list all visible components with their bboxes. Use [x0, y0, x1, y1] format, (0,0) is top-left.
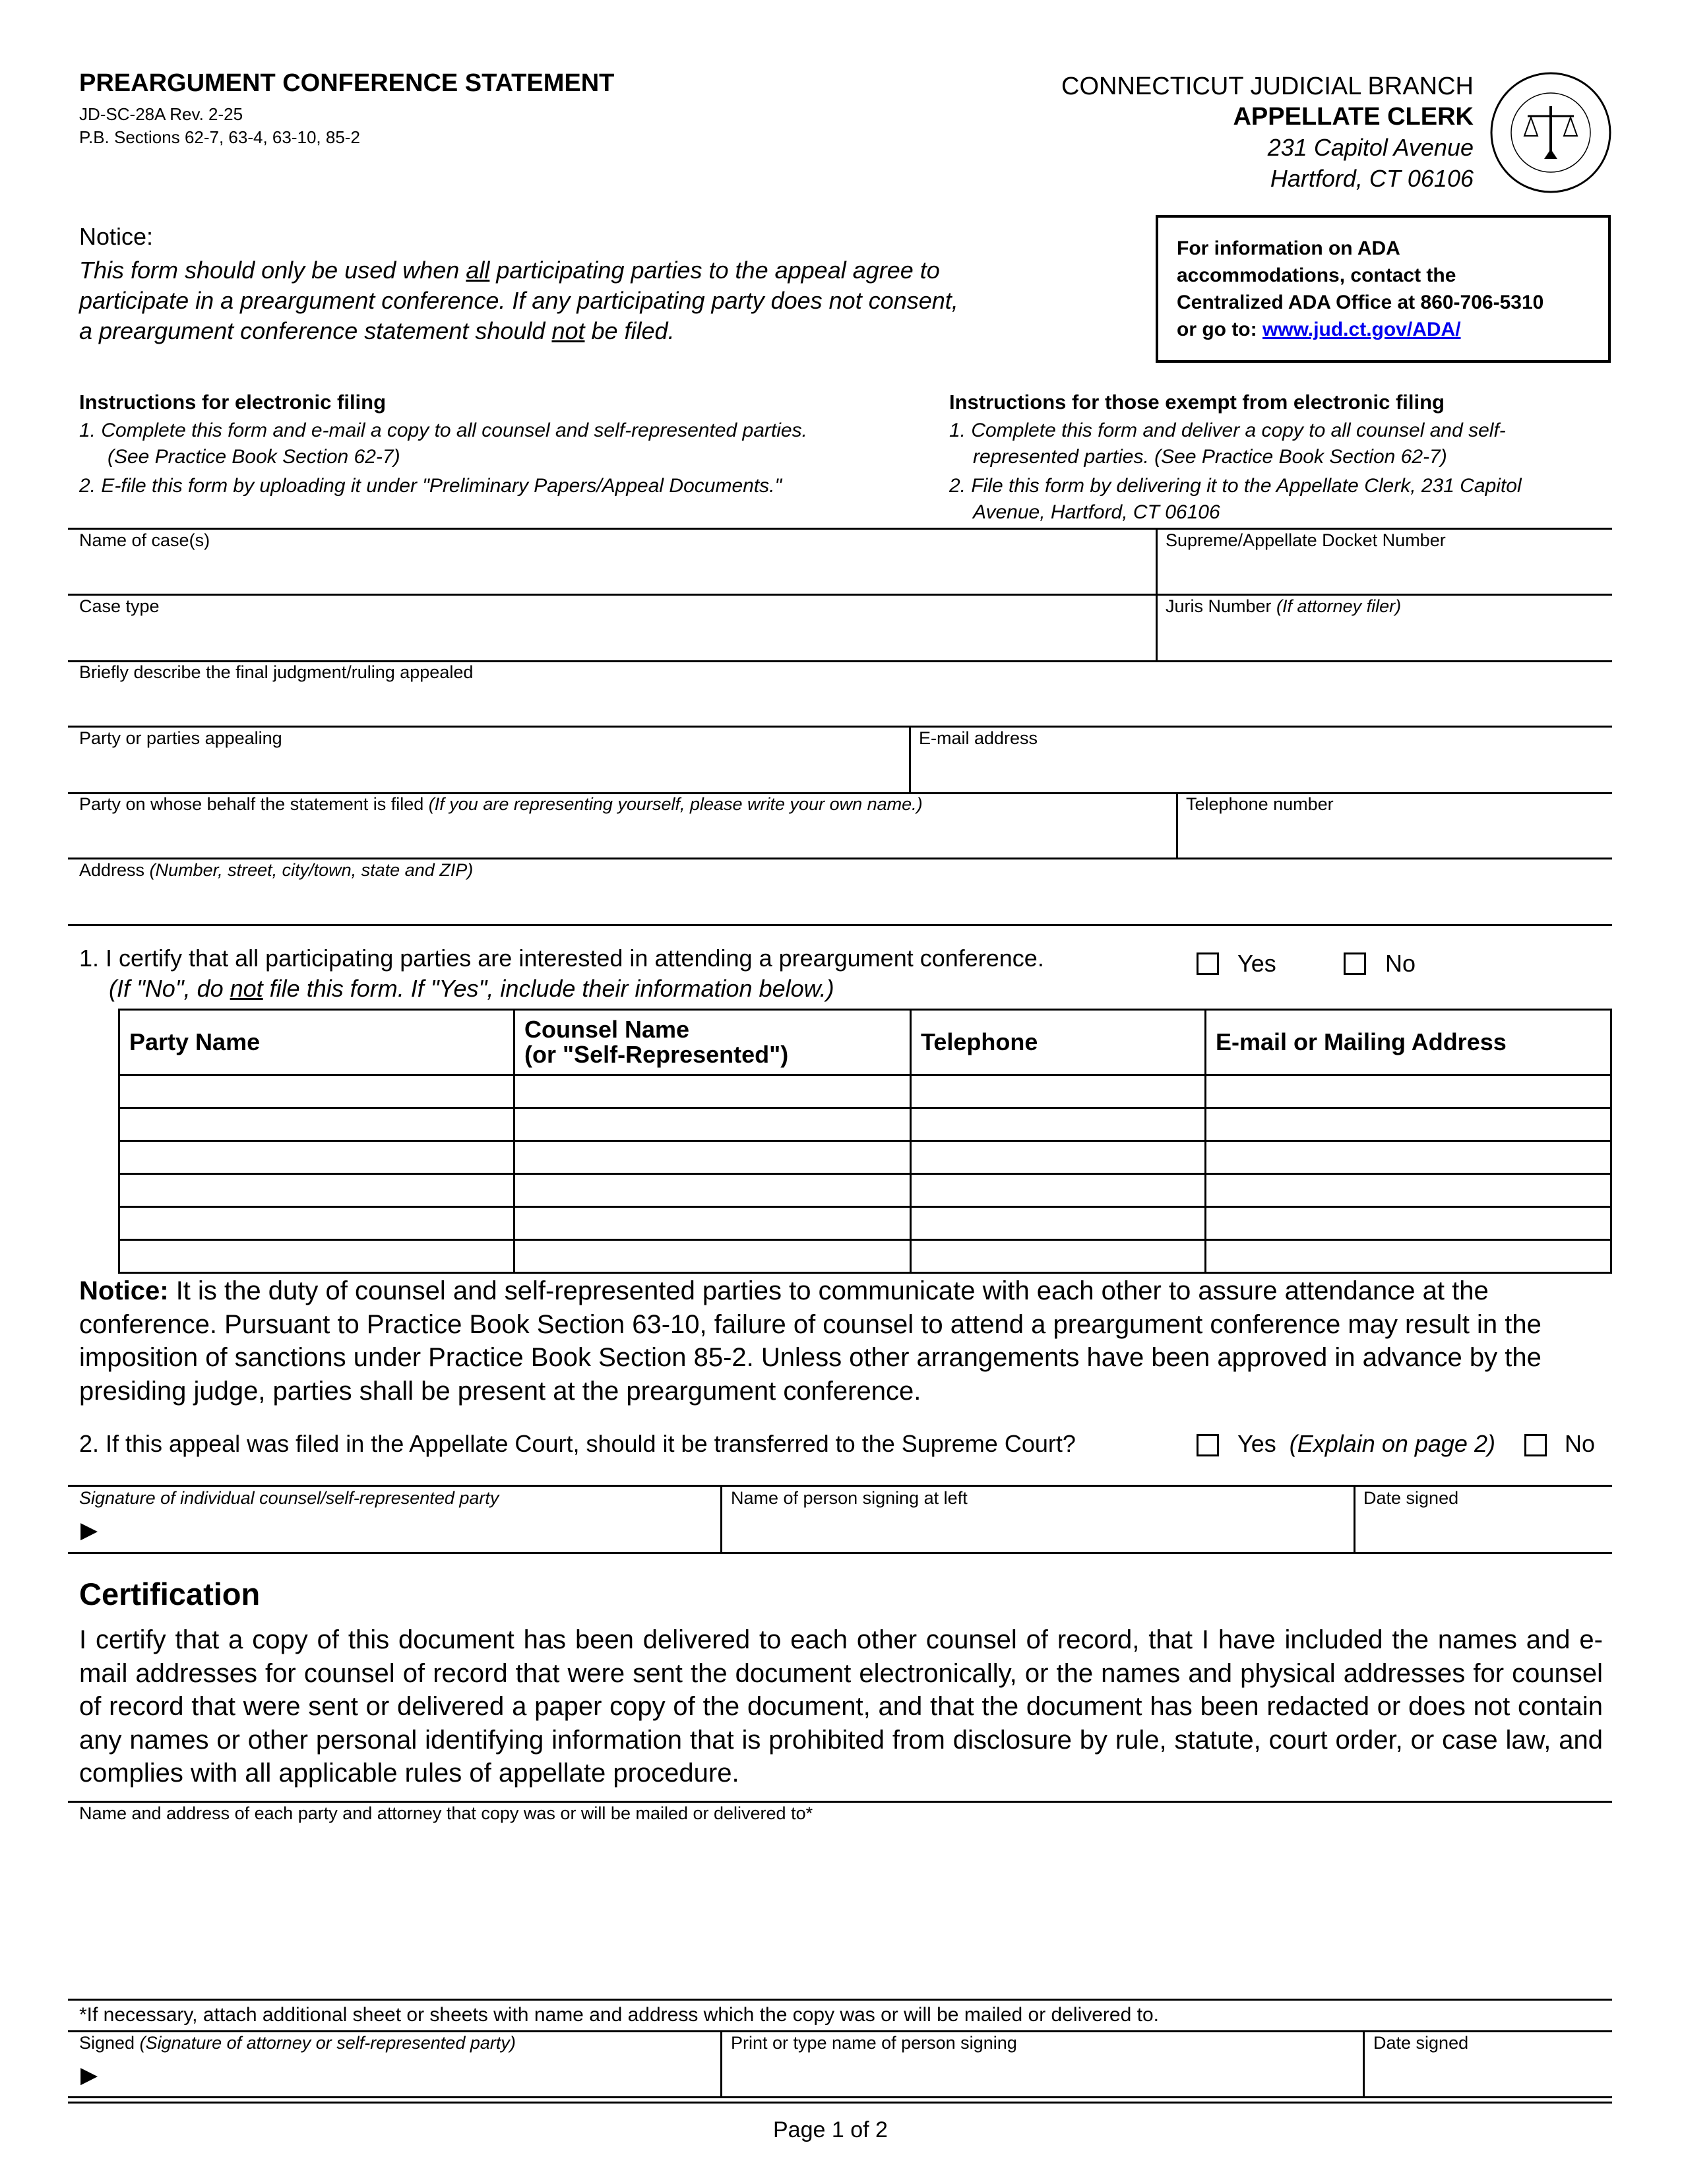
case-name-field[interactable]: Name of case(s) — [79, 530, 210, 550]
attorney-signature-field[interactable]: Signed (Signature of attorney or self-represented party) — [79, 2033, 516, 2053]
efile-step-1-ref: (See Practice Book Section 62-7) — [108, 446, 400, 468]
judgment-field[interactable]: Briefly describe the final judgment/ruling appealed — [79, 662, 474, 682]
divider — [1176, 792, 1178, 858]
signer-name-field[interactable]: Name of person signing at left — [731, 1488, 968, 1508]
office-address-2: Hartford, CT 06106 — [1270, 165, 1474, 192]
table-row — [119, 1207, 1611, 1240]
q1-no-checkbox[interactable] — [1344, 952, 1366, 975]
exempt-title: Instructions for those exempt from electronic filing — [949, 390, 1445, 414]
docket-number-field[interactable]: Supreme/Appellate Docket Number — [1166, 530, 1446, 550]
divider — [68, 2102, 1612, 2104]
header-telephone: Telephone — [911, 1010, 1206, 1075]
parties-table — [118, 1009, 1612, 1274]
case-type-field[interactable]: Case type — [79, 596, 160, 616]
divider — [68, 1999, 1612, 2001]
behalf-party-field[interactable]: Party on whose behalf the statement is filed (If you are representing yourself, please write your own name.) — [79, 794, 923, 814]
ada-link[interactable]: www.jud.ct.gov/ADA/ — [1262, 319, 1461, 340]
header-party-name: Party Name — [119, 1010, 514, 1075]
question-2: 2. If this appeal was filed in the Appellate Court, should it be transferred to the Supreme Court? — [79, 1430, 1076, 1457]
page-number: Page 1 of 2 — [773, 2117, 888, 2142]
form-title: PREARGUMENT CONFERENCE STATEMENT — [79, 69, 615, 97]
question-1: 1. I certify that all participating parties are interested in attending a preargument conference. — [79, 945, 1044, 972]
office-name: APPELLATE CLERK — [1233, 103, 1474, 131]
exempt-step-1: 1. Complete this form and deliver a copy to all counsel and self- — [949, 420, 1506, 441]
divider — [68, 1552, 1612, 1554]
address-cell[interactable] — [1206, 1240, 1611, 1273]
signature-arrow-icon: ▶ — [80, 2063, 98, 2088]
table-row — [119, 1240, 1611, 1273]
divider — [1354, 1485, 1355, 1552]
footnote: *If necessary, attach additional sheet or sheets with name and address which the copy was or will be mailed or delivered to. — [79, 2004, 1159, 2026]
table-row — [119, 1141, 1611, 1174]
divider — [68, 2096, 1612, 2098]
divider — [68, 2030, 1612, 2032]
table-header-row — [119, 1010, 1611, 1075]
efile-step-2: 2. E-file this form by uploading it under "Preliminary Papers/Appeal Documents." — [79, 475, 782, 497]
certification-heading: Certification — [79, 1576, 261, 1611]
divider — [1363, 2030, 1365, 2098]
divider — [68, 594, 1612, 596]
table-row — [119, 1174, 1611, 1207]
print-name-field[interactable]: Print or type name of person signing — [731, 2033, 1017, 2053]
exempt-step-1-ref: represented parties. (See Practice Book Section 62-7) — [973, 446, 1447, 468]
address-cell[interactable] — [1206, 1174, 1611, 1207]
telephone-cell[interactable] — [911, 1108, 1206, 1141]
divider — [68, 726, 1612, 728]
divider — [68, 1801, 1612, 1803]
table-row — [119, 1108, 1611, 1141]
notice-line-2: participate in a preargument conference. If any participating party does not consent, — [79, 287, 958, 314]
exempt-step-2-address: Avenue, Hartford, CT 06106 — [973, 501, 1220, 523]
q1-yes-label: Yes — [1237, 950, 1276, 977]
party-name-cell[interactable] — [119, 1075, 514, 1108]
telephone-field[interactable]: Telephone number — [1186, 794, 1334, 814]
q2-no-label: No — [1565, 1430, 1596, 1457]
recipients-field[interactable]: Name and address of each party and attorney that copy was or will be mailed or delivered to* — [79, 1803, 813, 1823]
address-cell[interactable] — [1206, 1075, 1611, 1108]
telephone-cell[interactable] — [911, 1075, 1206, 1108]
divider — [720, 2030, 722, 2098]
pb-sections: P.B. Sections 62-7, 63-4, 63-10, 85-2 — [79, 127, 360, 147]
q2-no-checkbox[interactable] — [1524, 1434, 1547, 1456]
telephone-cell[interactable] — [911, 1174, 1206, 1207]
date-signed-field[interactable]: Date signed — [1363, 1488, 1459, 1508]
counsel-signature-field[interactable]: Signature of individual counsel/self-represented party — [79, 1488, 499, 1508]
party-appealing-field[interactable]: Party or parties appealing — [79, 728, 282, 748]
party-name-cell[interactable] — [119, 1108, 514, 1141]
telephone-cell[interactable] — [911, 1240, 1206, 1273]
question-1-note: (If "No", do not file this form. If "Yes", include their information below.) — [109, 975, 834, 1002]
form-id: JD-SC-28A Rev. 2-25 — [79, 104, 243, 124]
header-email-address: E-mail or Mailing Address — [1206, 1010, 1611, 1075]
certification-text: I certify that a copy of this document has been delivered to each other counsel of record, that I have included the names and e-mail addresses for counsel of record that were sent the document electronically, or the names and physical addresses for counsel of record that were sent or delivered a paper copy of the document, and that the document has been redacted or does not contain any names or other personal identifying information that is prohibited from disclosure by rule, statute, court order, or case law, and complies with all applicable rules of appellate procedure. — [79, 1625, 1603, 1788]
divider — [68, 858, 1612, 859]
divider — [68, 924, 1612, 926]
notice-line-3: a preargument conference statement should not be filed. — [79, 317, 675, 344]
address-field[interactable]: Address (Number, street, city/town, state and ZIP) — [79, 860, 474, 880]
telephone-cell[interactable] — [911, 1207, 1206, 1240]
q1-no-label: No — [1385, 950, 1416, 977]
efile-step-1: 1. Complete this form and e-mail a copy to all counsel and self-represented parties. — [79, 420, 807, 441]
divider — [1156, 528, 1158, 660]
divider — [68, 1485, 1612, 1487]
org-name: CONNECTICUT JUDICIAL BRANCH — [1061, 73, 1474, 100]
judicial-seal-icon — [1488, 70, 1613, 195]
counsel-name-cell[interactable] — [514, 1075, 911, 1108]
efile-title: Instructions for electronic filing — [79, 390, 387, 414]
cert-date-signed-field[interactable]: Date signed — [1373, 2033, 1469, 2053]
divider — [909, 726, 911, 792]
address-cell[interactable] — [1206, 1207, 1611, 1240]
party-name-cell[interactable] — [119, 1207, 514, 1240]
divider — [68, 528, 1612, 530]
counsel-name-cell[interactable] — [514, 1174, 911, 1207]
email-field[interactable]: E-mail address — [919, 728, 1038, 748]
office-address-1: 231 Capitol Avenue — [1267, 134, 1474, 161]
counsel-name-cell[interactable] — [514, 1207, 911, 1240]
address-cell[interactable] — [1206, 1108, 1611, 1141]
counsel-name-cell[interactable] — [514, 1108, 911, 1141]
telephone-cell[interactable] — [911, 1141, 1206, 1174]
party-name-cell[interactable] — [119, 1174, 514, 1207]
signature-arrow-icon: ▶ — [80, 1518, 98, 1543]
notice-heading: Notice: — [79, 223, 154, 250]
counsel-name-cell[interactable] — [514, 1240, 911, 1273]
q2-yes-label: Yes (Explain on page 2) — [1237, 1430, 1495, 1457]
q1-yes-checkbox[interactable] — [1197, 952, 1219, 975]
q2-yes-checkbox[interactable] — [1197, 1434, 1219, 1456]
juris-number-field[interactable]: Juris Number (If attorney filer) — [1166, 596, 1402, 616]
party-name-cell[interactable] — [119, 1141, 514, 1174]
header-counsel-name: Counsel Name (or "Self-Represented") — [514, 1010, 911, 1075]
attendance-notice: Notice: It is the duty of counsel and self-represented parties to communicate with each other to assure attendance at the conference. Pursuant to Practice Book Section 63-10, failure of counsel to attend a preargument conference may result in the imposition of sanctions under Practice Book Section 85-2. Unless other arrangements have been approved in advance by the presiding judge, parties shall be present at the preargument conference. — [79, 1276, 1542, 1406]
party-name-cell[interactable] — [119, 1240, 514, 1273]
counsel-name-cell[interactable] — [514, 1141, 911, 1174]
exempt-step-2: 2. File this form by delivering it to the Appellate Clerk, 231 Capitol — [949, 475, 1522, 497]
divider — [720, 1485, 722, 1552]
notice-line-1: This form should only be used when all participating parties to the appeal agree to — [79, 257, 940, 284]
table-row — [119, 1075, 1611, 1108]
ada-info-text: For information on ADA accommodations, contact the Centralized ADA Office at 860-706-5310 or go to: www.jud.ct.gov/ADA/ — [1177, 237, 1544, 340]
address-cell[interactable] — [1206, 1141, 1611, 1174]
